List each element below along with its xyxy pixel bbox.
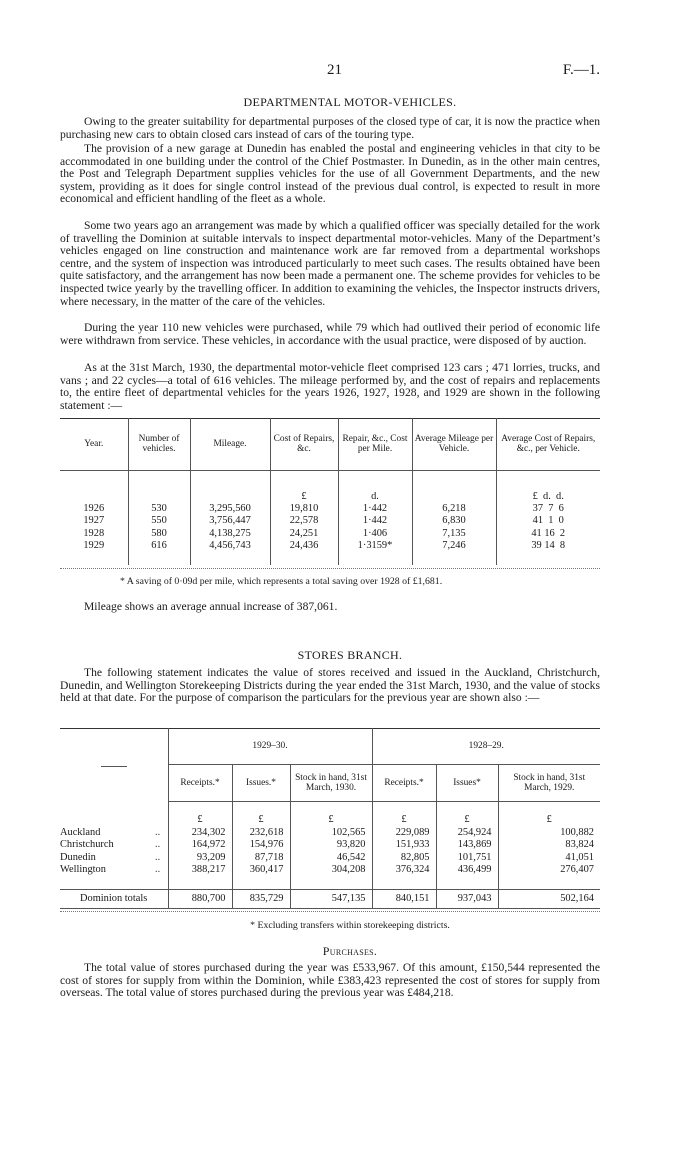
table-footnote: * Excluding transfers within storekeeping districts.: [250, 920, 450, 931]
data-cell: 102,565: [290, 827, 372, 839]
data-cell: 254,924: [436, 827, 498, 839]
total-cell: 835,729: [232, 889, 290, 908]
avg-mileage-cell: 7,246: [412, 540, 496, 552]
table-row: [60, 503, 600, 515]
mileage-cell: 4,138,275: [190, 528, 270, 540]
column-header: Average Mileage per Vehicle.: [412, 418, 496, 471]
cost-per-mile-cell: 1·3159*: [338, 540, 412, 552]
column-header: Receipts.*: [168, 765, 232, 802]
table-bottom-rule: [60, 568, 600, 569]
avg-mileage-cell: 6,218: [412, 503, 496, 515]
data-cell: 101,751: [436, 852, 498, 864]
section-title-stores-branch: STORES BRANCH.: [297, 648, 403, 662]
table-header-row: [60, 418, 600, 471]
column-header: Cost of Repairs, &c.: [270, 418, 338, 471]
mileage-cell: 3,295,560: [190, 503, 270, 515]
table-row: Dunedin .. 93,209 87,718 46,542 82,805 101,751 41,051: [60, 852, 600, 864]
total-cell: 840,151: [372, 889, 436, 908]
table-row: Christchurch .. 164,972 154,976 93,820 151,933 143,869 83,824: [60, 839, 600, 851]
paragraph: Some two years ago an arrangement was made by which a qualified officer was specially detailed for the work of travelling the Dominion at suitable intervals to inspect departmental motor-vehicles. Many of the Department’s vehicles engaged on line construction and maintenance work are far removed from a departmental workshops centre, and the system of inspection was introduced particularly to meet such cases. The results obtained have been quite satisfactory, and the arrangement has now been made a permanent one. The scheme provides for vehicles to be inspected twice yearly by the travelling officer. In addition to examining the vehicles, the Inspector instructs drivers, where necessary, in the matter of the care of the vehicles.: [60, 219, 600, 308]
vehicles-cell: 580: [128, 528, 190, 540]
column-header: Stock in hand, 31st March, 1929.: [498, 765, 600, 802]
unit-label: £: [498, 814, 600, 826]
group-header: 1928–29.: [372, 728, 600, 765]
district-label: Dunedin: [60, 851, 96, 863]
document-reference: F.—1.: [562, 62, 600, 78]
vehicles-cell: 550: [128, 515, 190, 527]
vehicles-cell: 530: [128, 503, 190, 515]
repair-cost-cell: 19,810: [270, 503, 338, 515]
column-header: Average Cost of Repairs, &c., per Vehicle.: [496, 418, 600, 471]
repair-cost-cell: 24,251: [270, 528, 338, 540]
unit-label: £: [290, 814, 372, 826]
data-cell: 82,805: [372, 852, 436, 864]
units-row: [60, 491, 600, 503]
unit-label: £: [436, 814, 498, 826]
vehicles-cell: 616: [128, 540, 190, 552]
section-title-motor-vehicles: DEPARTMENTAL MOTOR-VEHICLES.: [243, 95, 457, 109]
data-cell: 276,407: [498, 864, 600, 876]
table-row: [60, 540, 600, 552]
data-cell: 154,976: [232, 839, 290, 851]
avg-mileage-cell: 7,135: [412, 528, 496, 540]
unit-label: £: [168, 814, 232, 826]
paragraph: As at the 31st March, 1930, the departmental motor-vehicle fleet comprised 123 cars ; 471 lorries, trucks, and vans ; and 22 cycles—a total of 616 vehicles. The mileage performed by, and the cost of repairs and replacements to, the entire fleet of departmental vehicles for the years 1926, 1927, 1928, and 1929 are shown in the following statement :—: [60, 361, 600, 412]
column-header: Year.: [60, 418, 128, 471]
data-cell: 87,718: [232, 852, 290, 864]
data-cell: 388,217: [168, 864, 232, 876]
data-cell: 143,869: [436, 839, 498, 851]
table-bottom-rule: [60, 911, 600, 912]
table-row: Auckland .. 234,302 232,618 102,565 229,089 254,924 100,882: [60, 827, 600, 839]
units-row: [60, 814, 600, 826]
year-cell: 1927: [83, 515, 105, 527]
motor-vehicle-statistics-table: [60, 418, 600, 565]
avg-cost-cell: 41 1 0: [496, 515, 600, 527]
group-header: 1929–30.: [168, 728, 372, 765]
repair-cost-cell: 24,436: [270, 540, 338, 552]
column-header: Number of vehicles.: [128, 418, 190, 471]
column-header: Repair, &c., Cost per Mile.: [338, 418, 412, 471]
totals-label: Dominion totals: [80, 892, 148, 904]
avg-cost-cell: 41 16 2: [496, 528, 600, 540]
column-header: Mileage.: [190, 418, 270, 471]
total-cell: 547,135: [290, 889, 372, 908]
year-cell: 1929: [83, 540, 105, 552]
column-header: Stock in hand, 31st March, 1930.: [290, 765, 372, 802]
data-cell: 83,824: [498, 839, 600, 851]
paragraph: Owing to the greater suitability for departmental purposes of the closed type of car, it is now the practice when purchasing new cars to obtain closed cars instead of cars of the touring type.: [60, 115, 600, 141]
paragraph: The following statement indicates the value of stores received and issued in the Auckland, Christchurch, Dunedin, and Wellington Storekeeping Districts during the year ended the 31st March, 1930, and the value of stocks held at that date. For the purpose of comparison the particulars for the previous year are shown also :—: [60, 666, 600, 705]
unit-label: £: [270, 491, 338, 503]
column-header: Issues*: [436, 765, 498, 802]
cost-per-mile-cell: 1·406: [338, 528, 412, 540]
unit-label: £ d. d.: [496, 491, 600, 503]
data-cell: 436,499: [436, 864, 498, 876]
year-cell: 1928: [83, 527, 105, 539]
stores-table: [60, 728, 600, 909]
data-cell: 93,209: [168, 852, 232, 864]
data-cell: 232,618: [232, 827, 290, 839]
data-cell: 304,208: [290, 864, 372, 876]
data-cell: 164,972: [168, 839, 232, 851]
column-header: Receipts.*: [372, 765, 436, 802]
data-cell: 93,820: [290, 839, 372, 851]
group-header-row: [60, 728, 600, 765]
data-cell: 151,933: [372, 839, 436, 851]
column-header: Issues.*: [232, 765, 290, 802]
avg-cost-cell: 37 7 6: [496, 503, 600, 515]
district-label: Auckland: [60, 826, 101, 838]
repair-cost-cell: 22,578: [270, 515, 338, 527]
total-cell: 502,164: [498, 889, 600, 908]
avg-mileage-cell: 6,830: [412, 515, 496, 527]
mileage-note: Mileage shows an average annual increase of 387,061.: [84, 600, 338, 613]
mileage-cell: 4,456,743: [190, 540, 270, 552]
data-cell: 360,417: [232, 864, 290, 876]
data-cell: 234,302: [168, 827, 232, 839]
section-title-purchases: Purchases.: [322, 944, 378, 958]
cost-per-mile-cell: 1·442: [338, 503, 412, 515]
totals-row: [60, 889, 600, 908]
district-label: Wellington: [60, 864, 106, 876]
avg-cost-cell: 39 14 8: [496, 540, 600, 552]
table-row: [60, 528, 600, 540]
total-cell: 937,043: [436, 889, 498, 908]
paragraph: The total value of stores purchased during the year was £533,967. Of this amount, £150,544 represented the cost of stores for supply from within the Dominion, while £383,423 represented the cost of stores for supply from overseas. The total value of stores purchased during the previous year was £484,218.: [60, 961, 600, 1000]
total-cell: 880,700: [168, 889, 232, 908]
unit-label: £: [232, 814, 290, 826]
page-number: 21: [327, 62, 342, 78]
data-cell: 46,542: [290, 852, 372, 864]
paragraph: During the year 110 new vehicles were purchased, while 79 which had outlived their period of economic life were withdrawn from service. These vehicles, in accordance with the usual practice, were disposed of by auction.: [60, 321, 600, 347]
data-cell: 376,324: [372, 864, 436, 876]
table-row: [60, 515, 600, 527]
unit-label: d.: [338, 491, 412, 503]
page-header: [0, 62, 700, 82]
cost-per-mile-cell: 1·442: [338, 515, 412, 527]
table-footnote: * A saving of 0·09d per mile, which represents a total saving over 1928 of £1,681.: [120, 576, 443, 587]
data-cell: 100,882: [498, 827, 600, 839]
data-cell: 41,051: [498, 852, 600, 864]
year-cell: 1926: [83, 502, 105, 514]
district-label: Christchurch: [60, 839, 114, 851]
paragraph: The provision of a new garage at Dunedin has enabled the postal and engineering vehicles in that city to be accommodated in one building under the control of the Chief Postmaster. In Dunedin, as in the other main centres, the Post and Telegraph Department supplies vehicles for the use of all Government Departments, and the new system, providing as it does for single control instead of the previous dual control, is expected to result in more economical and efficient handling of the fleet as a whole.: [60, 142, 600, 206]
data-cell: 229,089: [372, 827, 436, 839]
unit-label: £: [372, 814, 436, 826]
mileage-cell: 3,756,447: [190, 515, 270, 527]
table-row: Wellington .. 388,217 360,417 304,208 376,324 436,499 276,407: [60, 864, 600, 876]
